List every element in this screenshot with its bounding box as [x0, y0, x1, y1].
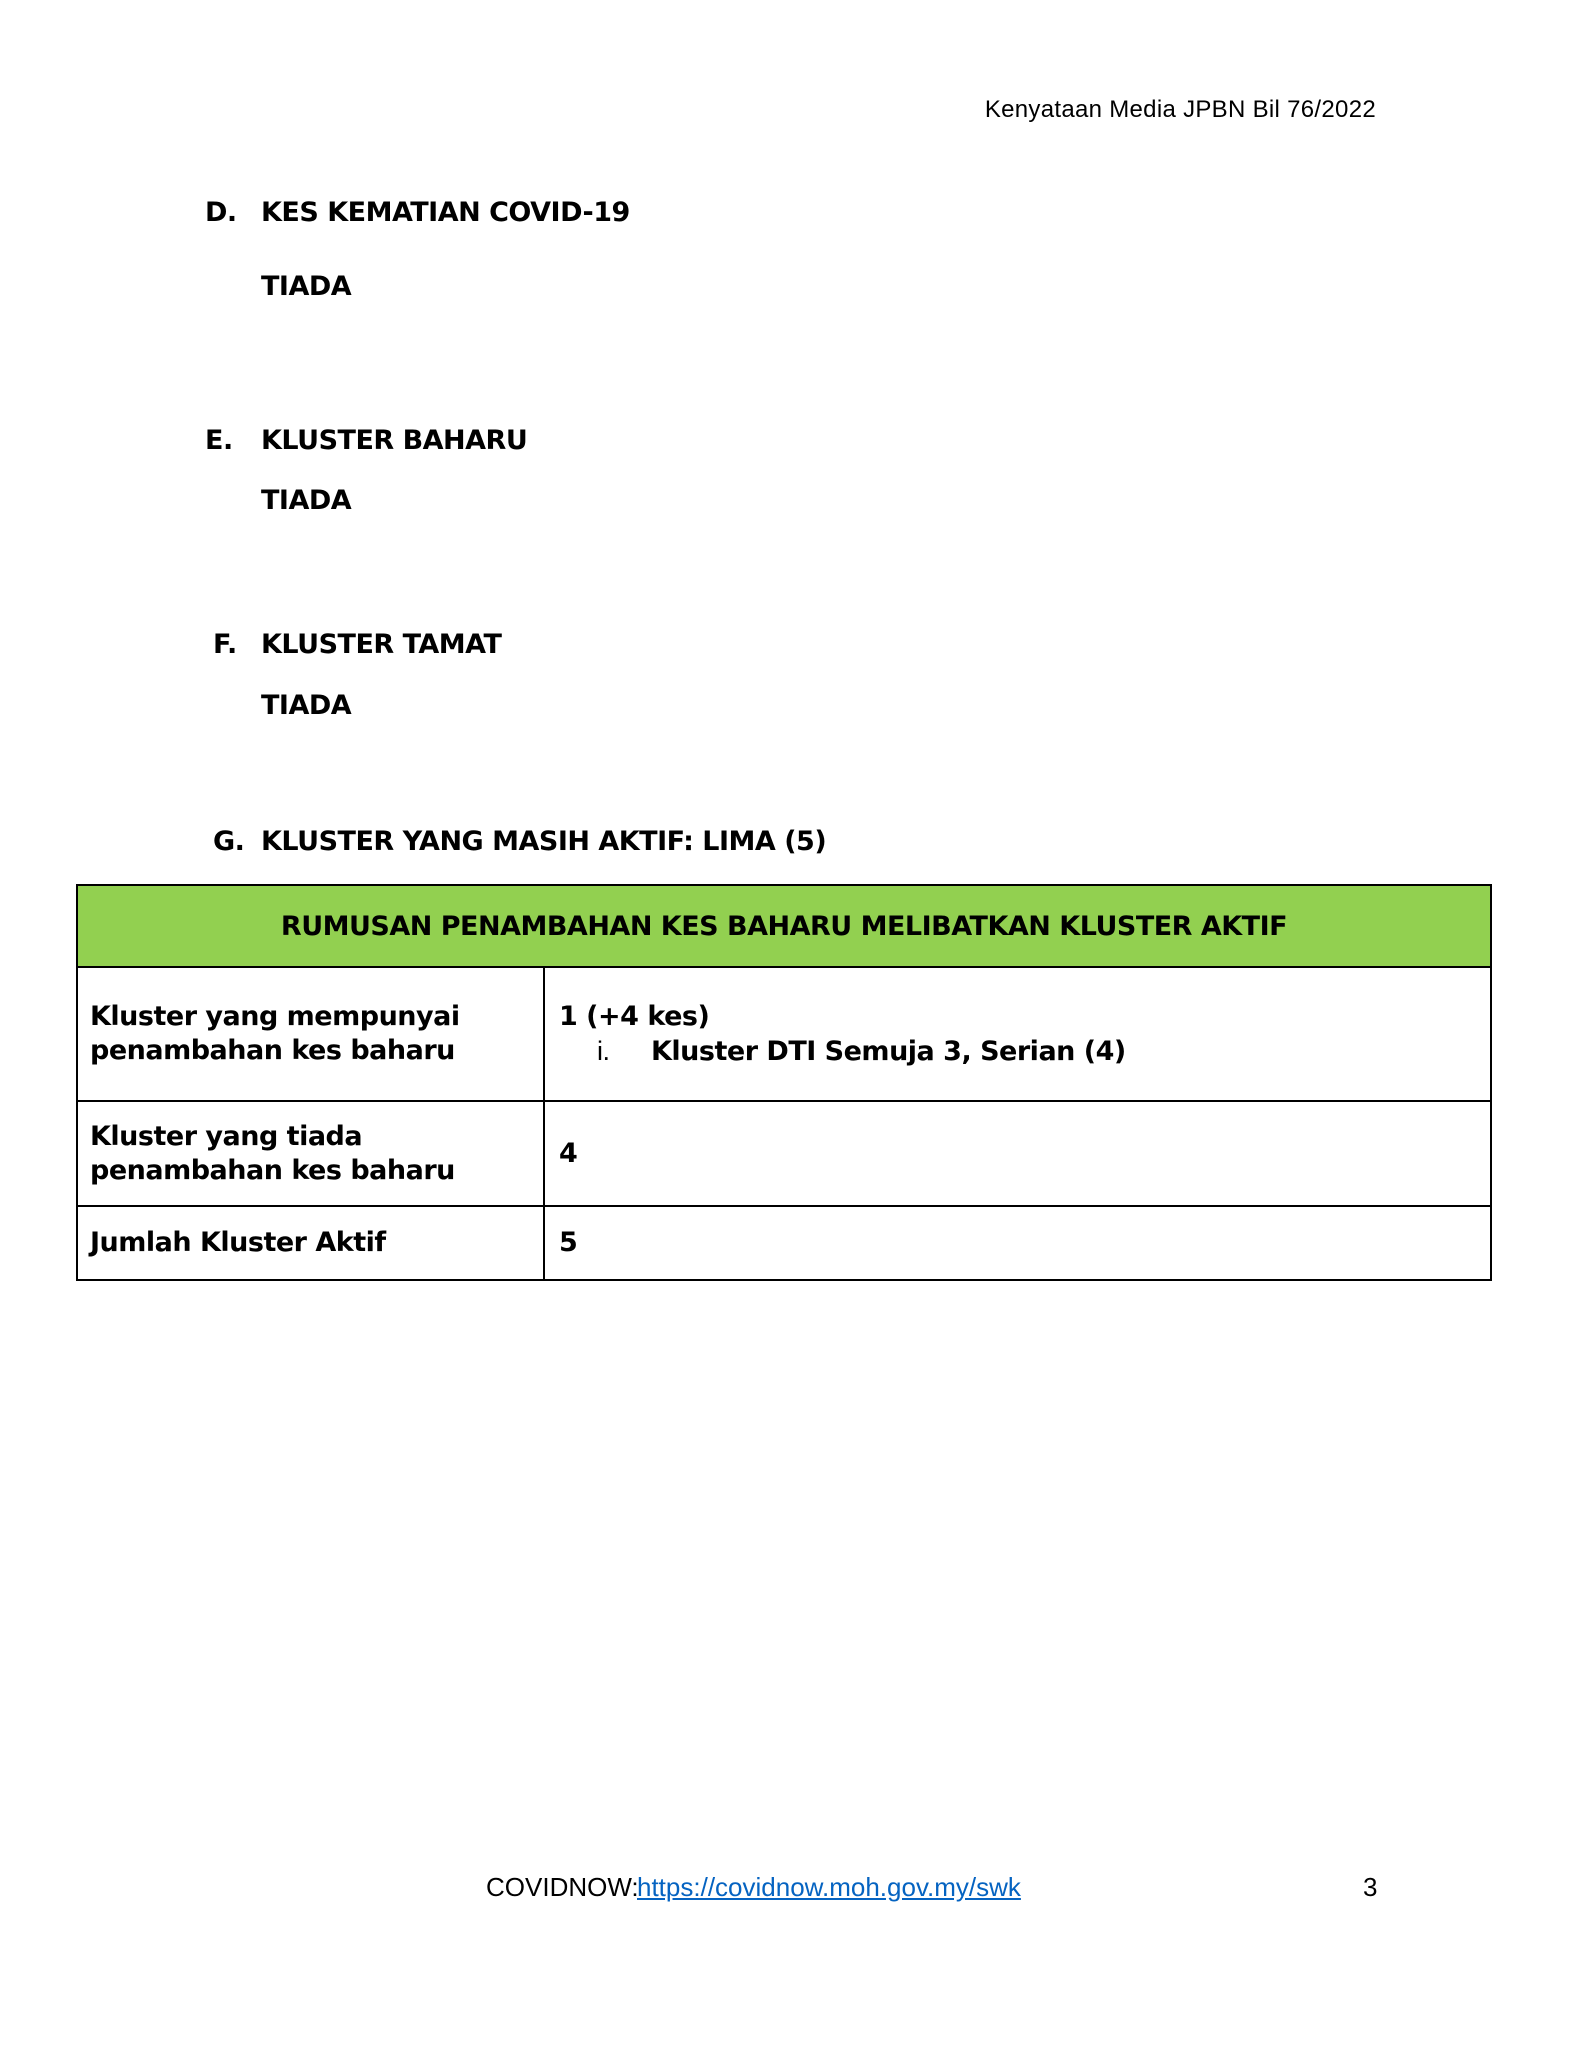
- section-body: TIADA: [261, 485, 352, 516]
- list-item-text: Kluster DTI Semuja 3, Serian (4): [651, 1035, 1126, 1067]
- section-body: TIADA: [261, 271, 352, 302]
- list-item-number: i.: [597, 1035, 610, 1066]
- section-letter: E.: [205, 425, 233, 456]
- row-label: Jumlah Kluster Aktif: [77, 1206, 544, 1280]
- table-heading: RUMUSAN PENAMBAHAN KES BAHARU MELIBATKAN KLUSTER AKTIF: [77, 885, 1491, 967]
- document-reference: Kenyataan Media JPBN Bil 76/2022: [984, 96, 1376, 123]
- section-title: KLUSTER YANG MASIH AKTIF: LIMA (5): [261, 826, 827, 857]
- row-label: Kluster yang mempunyai penambahan kes baharu: [77, 967, 544, 1101]
- section-title: KLUSTER TAMAT: [261, 629, 502, 660]
- section-body: TIADA: [261, 690, 352, 721]
- active-cluster-summary-table: [76, 884, 1492, 1281]
- footer-label: COVIDNOW:: [486, 1872, 639, 1902]
- section-title: KES KEMATIAN COVID-19: [261, 197, 630, 228]
- table-row: [77, 1206, 1491, 1280]
- section-letter: D.: [205, 197, 237, 228]
- section-letter: G.: [213, 826, 245, 857]
- cluster-list-item: [559, 1034, 1476, 1069]
- row-value: 5: [544, 1206, 1491, 1280]
- table-row: [77, 1101, 1491, 1206]
- row-value-cell: [544, 967, 1491, 1101]
- row-value: 1 (+4 kes): [559, 1000, 710, 1032]
- table-header-row: [77, 885, 1491, 967]
- section-letter: F.: [213, 629, 237, 660]
- covidnow-link[interactable]: https://covidnow.moh.gov.my/swk: [637, 1872, 1021, 1902]
- table-row: [77, 967, 1491, 1101]
- row-label: Kluster yang tiada penambahan kes baharu: [77, 1101, 544, 1206]
- page-number: 3: [1363, 1872, 1378, 1902]
- row-value: 4: [544, 1101, 1491, 1206]
- section-title: KLUSTER BAHARU: [261, 425, 528, 456]
